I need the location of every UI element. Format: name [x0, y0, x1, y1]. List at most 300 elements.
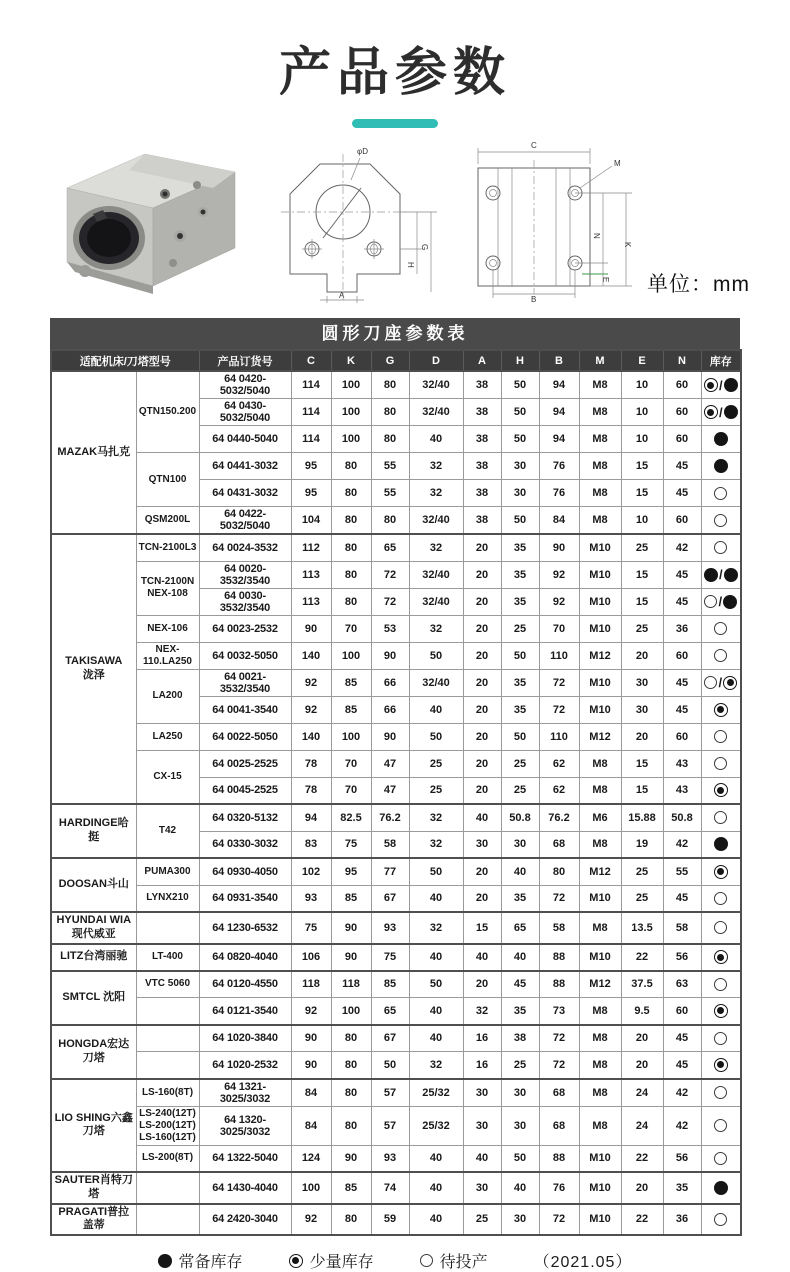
brand-cell: DOOSAN斗山 — [51, 858, 136, 912]
front-view-drawing — [265, 136, 450, 304]
value-cell: 60 — [663, 507, 701, 535]
stock-cell: / — [701, 669, 741, 696]
value-cell: 40 — [409, 1145, 463, 1172]
value-cell: 90 — [291, 1025, 331, 1052]
spec-table — [50, 349, 742, 1236]
header-row — [51, 350, 741, 371]
model-cell — [136, 1025, 199, 1052]
value-cell: 43 — [663, 777, 701, 804]
stock-cell — [701, 1172, 741, 1204]
brand-cell: HYUNDAI WIA 现代威亚 — [51, 912, 136, 944]
value-cell: 25 — [501, 615, 539, 642]
value-cell: M10 — [579, 1204, 621, 1236]
order-cell: 64 0021-3532/3540 — [199, 669, 291, 696]
value-cell: 35 — [663, 1172, 701, 1204]
stock-full-icon — [724, 378, 738, 392]
value-cell: 76 — [539, 1172, 579, 1204]
column-header: H — [501, 350, 539, 371]
value-cell: 80 — [331, 453, 371, 480]
table-row — [51, 1106, 741, 1145]
value-cell: 78 — [291, 750, 331, 777]
value-cell: 80 — [331, 480, 371, 507]
value-cell: 50 — [409, 858, 463, 885]
value-cell: 40 — [409, 1172, 463, 1204]
table-row — [51, 534, 741, 561]
spec-table-section — [50, 318, 740, 1236]
table-row — [51, 804, 741, 831]
value-cell: 38 — [463, 426, 501, 453]
value-cell: 100 — [331, 723, 371, 750]
value-cell: 88 — [539, 944, 579, 971]
column-header: D — [409, 350, 463, 371]
stock-cell — [701, 885, 741, 912]
value-cell: 40 — [409, 1025, 463, 1052]
model-cell: LYNX210 — [136, 885, 199, 912]
value-cell: 16 — [463, 1025, 501, 1052]
value-cell: 30 — [501, 1079, 539, 1107]
order-cell: 64 1320-3025/3032 — [199, 1106, 291, 1145]
stock-full-icon — [714, 459, 728, 473]
value-cell: 63 — [663, 971, 701, 998]
value-cell: 62 — [539, 750, 579, 777]
value-cell: 20 — [463, 615, 501, 642]
value-cell: 124 — [291, 1145, 331, 1172]
order-cell: 64 0020-3532/3540 — [199, 561, 291, 588]
brand-cell: LITZ台湾丽驰 — [51, 944, 136, 971]
value-cell: 40 — [501, 944, 539, 971]
value-cell: 25 — [463, 1204, 501, 1236]
value-cell: 20 — [463, 971, 501, 998]
value-cell: 36 — [663, 615, 701, 642]
value-cell: 25 — [621, 885, 663, 912]
value-cell: 76.2 — [539, 804, 579, 831]
value-cell: 45 — [663, 1025, 701, 1052]
value-cell: 59 — [371, 1204, 409, 1236]
stock-full-icon — [704, 568, 718, 582]
value-cell: 20 — [463, 777, 501, 804]
dim-label-n: N — [592, 233, 601, 239]
model-cell: TCN-2100L3 — [136, 534, 199, 561]
value-cell: 112 — [291, 534, 331, 561]
value-cell: 50 — [371, 1052, 409, 1079]
value-cell: 50 — [501, 723, 539, 750]
legend-label: 少量库存 — [309, 1254, 374, 1271]
table-row — [51, 858, 741, 885]
value-cell: 53 — [371, 615, 409, 642]
value-cell: 74 — [371, 1172, 409, 1204]
value-cell: 92 — [539, 588, 579, 615]
value-cell: M8 — [579, 480, 621, 507]
value-cell: 114 — [291, 426, 331, 453]
value-cell: 95 — [331, 858, 371, 885]
value-cell: 60 — [663, 399, 701, 426]
value-cell: 25 — [501, 1052, 539, 1079]
value-cell: M10 — [579, 561, 621, 588]
value-cell: 50 — [409, 642, 463, 669]
stock-ring-icon — [714, 950, 728, 964]
stock-empty-icon — [714, 1152, 727, 1165]
stock-empty-icon — [704, 595, 717, 608]
legend — [0, 1249, 790, 1272]
value-cell: 80 — [331, 588, 371, 615]
dim-label-m: M — [614, 159, 621, 168]
value-cell: 35 — [501, 696, 539, 723]
value-cell: 90 — [539, 534, 579, 561]
value-cell: 67 — [371, 885, 409, 912]
value-cell: 40 — [409, 944, 463, 971]
model-cell: NEX-106 — [136, 615, 199, 642]
column-header: 适配机床/刀塔型号 — [51, 350, 199, 371]
value-cell: 90 — [291, 615, 331, 642]
value-cell: 85 — [371, 971, 409, 998]
stock-empty-icon — [714, 622, 727, 635]
value-cell: 92 — [291, 1204, 331, 1236]
stock-cell — [701, 723, 741, 750]
value-cell: 45 — [663, 1052, 701, 1079]
stock-cell — [701, 944, 741, 971]
stock-cell — [701, 534, 741, 561]
value-cell: 70 — [331, 750, 371, 777]
order-cell: 64 0431-3032 — [199, 480, 291, 507]
model-cell: QTN150.200 — [136, 371, 199, 453]
table-row — [51, 453, 741, 480]
value-cell: 43 — [663, 750, 701, 777]
column-header: G — [371, 350, 409, 371]
value-cell: 30 — [501, 453, 539, 480]
graphics-band — [40, 136, 750, 306]
value-cell: 100 — [291, 1172, 331, 1204]
stock-cell — [701, 615, 741, 642]
value-cell: 85 — [331, 885, 371, 912]
value-cell: 40 — [409, 998, 463, 1025]
value-cell: 32/40 — [409, 561, 463, 588]
order-cell: 64 0022-5050 — [199, 723, 291, 750]
value-cell: M8 — [579, 998, 621, 1025]
value-cell: 140 — [291, 642, 331, 669]
value-cell: 92 — [291, 696, 331, 723]
value-cell: M10 — [579, 615, 621, 642]
value-cell: M10 — [579, 944, 621, 971]
value-cell: 80 — [331, 1052, 371, 1079]
value-cell: M8 — [579, 1106, 621, 1145]
column-header: E — [621, 350, 663, 371]
value-cell: 76 — [539, 453, 579, 480]
value-cell: 40 — [463, 804, 501, 831]
value-cell: 85 — [331, 669, 371, 696]
value-cell: 50 — [501, 371, 539, 399]
value-cell: 40 — [501, 1172, 539, 1204]
table-row — [51, 723, 741, 750]
stock-cell — [701, 858, 741, 885]
stock-empty-icon — [714, 811, 727, 824]
brand-cell: HARDINGE哈挺 — [51, 804, 136, 858]
brand-cell: SMTCL 沈阳 — [51, 971, 136, 1025]
value-cell: 35 — [501, 669, 539, 696]
value-cell: M8 — [579, 399, 621, 426]
value-cell: 57 — [371, 1079, 409, 1107]
value-cell: 76 — [539, 480, 579, 507]
value-cell: 100 — [331, 371, 371, 399]
value-cell: 15 — [463, 912, 501, 944]
value-cell: 80 — [371, 371, 409, 399]
order-cell: 64 0931-3540 — [199, 885, 291, 912]
value-cell: 45 — [663, 561, 701, 588]
value-cell: M12 — [579, 971, 621, 998]
order-cell: 64 1322-5040 — [199, 1145, 291, 1172]
dim-label-e: E — [601, 277, 610, 283]
value-cell: 66 — [371, 669, 409, 696]
value-cell: M10 — [579, 885, 621, 912]
value-cell: 92 — [291, 669, 331, 696]
stock-cell — [701, 426, 741, 453]
order-cell: 64 0930-4050 — [199, 858, 291, 885]
value-cell: 60 — [663, 426, 701, 453]
value-cell: 30 — [501, 831, 539, 858]
value-cell: 93 — [291, 885, 331, 912]
value-cell: 72 — [539, 696, 579, 723]
stock-cell — [701, 1106, 741, 1145]
stock-empty-icon — [704, 676, 717, 689]
model-cell — [136, 1204, 199, 1236]
value-cell: 30 — [501, 1106, 539, 1145]
value-cell: M8 — [579, 777, 621, 804]
value-cell: M8 — [579, 453, 621, 480]
stock-cell — [701, 804, 741, 831]
value-cell: 58 — [371, 831, 409, 858]
value-cell: 102 — [291, 858, 331, 885]
legend-item — [420, 1249, 488, 1272]
value-cell: 25/32 — [409, 1079, 463, 1107]
order-cell: 64 0121-3540 — [199, 998, 291, 1025]
value-cell: 42 — [663, 534, 701, 561]
stock-cell — [701, 971, 741, 998]
stock-cell — [701, 453, 741, 480]
unit-label: 单位：mm — [647, 273, 750, 296]
column-header: C — [291, 350, 331, 371]
order-cell: 64 0422-5032/5040 — [199, 507, 291, 535]
stock-cell — [701, 507, 741, 535]
value-cell: 50 — [409, 971, 463, 998]
value-cell: 65 — [501, 912, 539, 944]
dim-label-b: B — [531, 295, 537, 304]
value-cell: 65 — [371, 998, 409, 1025]
value-cell: 92 — [291, 998, 331, 1025]
value-cell: 35 — [501, 588, 539, 615]
stock-full-icon — [158, 1254, 172, 1268]
value-cell: 110 — [539, 642, 579, 669]
value-cell: 25 — [501, 750, 539, 777]
value-cell: 50 — [501, 507, 539, 535]
value-cell: 90 — [291, 1052, 331, 1079]
value-cell: M10 — [579, 588, 621, 615]
order-cell: 64 0440-5040 — [199, 426, 291, 453]
order-cell: 64 1020-3840 — [199, 1025, 291, 1052]
value-cell: 82.5 — [331, 804, 371, 831]
value-cell: 72 — [371, 588, 409, 615]
order-cell: 64 0041-3540 — [199, 696, 291, 723]
stock-ring-icon — [723, 676, 737, 690]
value-cell: 19 — [621, 831, 663, 858]
value-cell: 20 — [621, 642, 663, 669]
stock-empty-icon — [714, 649, 727, 662]
column-header: M — [579, 350, 621, 371]
value-cell: 75 — [331, 831, 371, 858]
value-cell: 32 — [409, 534, 463, 561]
value-cell: 55 — [371, 453, 409, 480]
value-cell: 50.8 — [663, 804, 701, 831]
model-cell: LS-160(8T) — [136, 1079, 199, 1107]
legend-label: 常备库存 — [178, 1254, 243, 1271]
value-cell: 90 — [371, 723, 409, 750]
value-cell: M8 — [579, 371, 621, 399]
value-cell: 93 — [371, 1145, 409, 1172]
value-cell: 32/40 — [409, 507, 463, 535]
order-cell: 64 0430-5032/5040 — [199, 399, 291, 426]
value-cell: M10 — [579, 669, 621, 696]
value-cell: 32/40 — [409, 669, 463, 696]
value-cell: 58 — [663, 912, 701, 944]
stock-cell: / — [701, 588, 741, 615]
value-cell: 80 — [539, 858, 579, 885]
value-cell: 70 — [331, 615, 371, 642]
value-cell: 118 — [331, 971, 371, 998]
value-cell: 72 — [539, 669, 579, 696]
value-cell: 13.5 — [621, 912, 663, 944]
value-cell: 80 — [371, 426, 409, 453]
stock-empty-icon — [714, 757, 727, 770]
stock-empty-icon — [714, 514, 727, 527]
model-cell: TCN-2100N NEX-108 — [136, 561, 199, 615]
legend-item — [289, 1249, 374, 1272]
column-header: N — [663, 350, 701, 371]
stock-empty-icon — [714, 730, 727, 743]
value-cell: 114 — [291, 371, 331, 399]
value-cell: M12 — [579, 642, 621, 669]
stock-ring-icon — [704, 378, 718, 392]
stock-full-icon — [724, 568, 738, 582]
stock-full-icon — [714, 1181, 728, 1195]
value-cell: 38 — [501, 1025, 539, 1052]
value-cell: 15.88 — [621, 804, 663, 831]
model-cell: CX-15 — [136, 750, 199, 804]
value-cell: 72 — [539, 1025, 579, 1052]
value-cell: M6 — [579, 804, 621, 831]
value-cell: 40 — [409, 885, 463, 912]
value-cell: 25 — [621, 615, 663, 642]
value-cell: 80 — [331, 534, 371, 561]
model-cell — [136, 998, 199, 1025]
order-cell: 64 0030-3532/3540 — [199, 588, 291, 615]
value-cell: 72 — [371, 561, 409, 588]
accent-divider — [352, 119, 438, 128]
value-cell: 25 — [409, 777, 463, 804]
value-cell: 38 — [463, 371, 501, 399]
value-cell: 65 — [371, 534, 409, 561]
order-cell: 64 1020-2532 — [199, 1052, 291, 1079]
value-cell: 84 — [539, 507, 579, 535]
model-cell — [136, 1172, 199, 1204]
order-cell: 64 0441-3032 — [199, 453, 291, 480]
value-cell: 110 — [539, 723, 579, 750]
value-cell: M8 — [579, 507, 621, 535]
value-cell: 22 — [621, 944, 663, 971]
value-cell: 15 — [621, 453, 663, 480]
value-cell: 90 — [331, 944, 371, 971]
value-cell: 60 — [663, 998, 701, 1025]
value-cell: 45 — [663, 669, 701, 696]
value-cell: 32 — [409, 480, 463, 507]
stock-full-icon — [714, 837, 728, 851]
table-row — [51, 507, 741, 535]
value-cell: 80 — [371, 507, 409, 535]
value-cell: 50 — [501, 399, 539, 426]
value-cell: 100 — [331, 426, 371, 453]
stock-ring-icon — [714, 783, 728, 797]
value-cell: 16 — [463, 1052, 501, 1079]
stock-ring-icon — [714, 865, 728, 879]
value-cell: 50 — [409, 723, 463, 750]
table-row — [51, 642, 741, 669]
value-cell: 80 — [331, 1204, 371, 1236]
value-cell: 62 — [539, 777, 579, 804]
value-cell: 56 — [663, 944, 701, 971]
value-cell: 118 — [291, 971, 331, 998]
value-cell: 40 — [463, 1145, 501, 1172]
stock-empty-icon — [714, 1086, 727, 1099]
stock-ring-icon — [714, 703, 728, 717]
legend-item — [158, 1249, 243, 1272]
value-cell: 114 — [291, 399, 331, 426]
value-cell: 90 — [331, 1145, 371, 1172]
value-cell: 83 — [291, 831, 331, 858]
value-cell: 70 — [331, 777, 371, 804]
value-cell: M10 — [579, 534, 621, 561]
model-cell: QTN100 — [136, 453, 199, 507]
stock-cell — [701, 998, 741, 1025]
table-row — [51, 971, 741, 998]
model-cell: VTC 5060 — [136, 971, 199, 998]
value-cell: 37.5 — [621, 971, 663, 998]
stock-cell: / — [701, 561, 741, 588]
value-cell: 55 — [663, 858, 701, 885]
stock-empty-icon — [714, 921, 727, 934]
value-cell: 90 — [371, 642, 409, 669]
value-cell: 30 — [621, 696, 663, 723]
dim-label-a: A — [339, 291, 345, 300]
value-cell: 25 — [409, 750, 463, 777]
stock-cell — [701, 1145, 741, 1172]
value-cell: 45 — [663, 480, 701, 507]
model-cell: T42 — [136, 804, 199, 858]
table-row — [51, 998, 741, 1025]
value-cell: 45 — [663, 453, 701, 480]
stock-empty-icon — [714, 541, 727, 554]
table-row — [51, 912, 741, 944]
stock-cell — [701, 480, 741, 507]
order-cell: 64 0320-5132 — [199, 804, 291, 831]
table-row — [51, 1204, 741, 1236]
value-cell: 10 — [621, 507, 663, 535]
table-row — [51, 944, 741, 971]
value-cell: 50.8 — [501, 804, 539, 831]
value-cell: 90 — [331, 912, 371, 944]
value-cell: M8 — [579, 1079, 621, 1107]
value-cell: 80 — [331, 1025, 371, 1052]
dim-label-k: K — [623, 242, 632, 248]
value-cell: 35 — [501, 534, 539, 561]
value-cell: 84 — [291, 1106, 331, 1145]
value-cell: 38 — [463, 399, 501, 426]
